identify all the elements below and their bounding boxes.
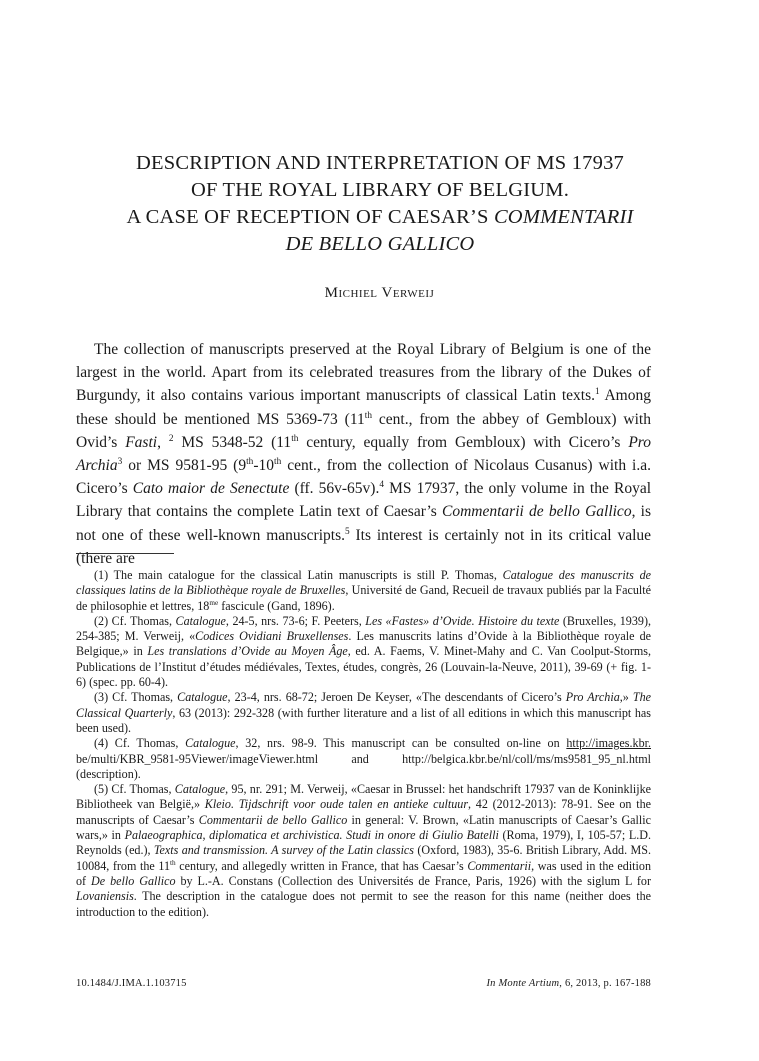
author-name: Michiel Verweij	[324, 285, 435, 301]
title-line-2: OF THE ROYAL LIBRARY OF BELGIUM.	[190, 179, 570, 201]
citation-details: , 6, 2013, p. 167-188	[559, 978, 651, 989]
footnote-1: (1) The main catalogue for the classical Latin manuscripts is still P. Thomas, Catalogue des manuscrits de classiques latins de la Bibliothèque royale de Bruxelles, Université de Gand, Recueil de travaux publiés par la Faculté de philosophie et lettres, $18^{me}$ fascicule (Gand, 1896).	[76, 568, 651, 613]
footnote-ref-4[interactable]: 4	[379, 480, 385, 491]
footnote-ref-2[interactable]: 2	[168, 433, 174, 444]
kbr-images-link[interactable]: http://images.kbr.	[566, 736, 651, 751]
footnote-4: (4) Cf. Thomas, Catalogue, 32, nrs. 98-9. This manuscript can be consulted on-line on http://images.kbr. be/multi/KBR_9581-95Viewer/imageViewer.html and http://belgica.kbr.be/nl/coll/ms/ms9581_95_nl.html (description).	[76, 736, 651, 781]
title-line-1: DESCRIPTION AND INTERPRETATION OF MS 17937	[136, 152, 624, 174]
footnotes	[76, 568, 651, 920]
body-paragraph: The collection of manuscripts preserved at the Royal Library of Belgium is one of the largest in the world. Apart from its celebrated treasures from the library of the Dukes of Burgundy, it also contains various important manuscripts of classical Latin texts.$^1$ Among these should be mentioned MS 5369-73 (11th cent., from the abbey of Gembloux) with Ovid’s Fasti, $^2$ MS 5348-52 (11th century, equally from Gembloux) with Cicero’s Pro Archia$^3$ or MS 9581-95 (9th-10th cent., from the collection of Nicolaus Cusanus) with i.a. Cicero’s Cato maior de Senectute (ff. 56v-65v).$^4$ MS 17937, the only volume in the Royal Library that contains the complete Latin text of Caesar’s Commentarii de bello Gallico, is not one of these well-known manuscripts.$^5$ Its interest is certainly not in its critical value (there are	[76, 341, 652, 567]
journal-citation	[486, 978, 651, 989]
title-line-3-italic: COMMENTARII	[493, 206, 634, 228]
doi: 10.1484/J.IMA.1.103715	[76, 978, 187, 989]
footnote-2: (2) Cf. Thomas, Catalogue, 24-5, nrs. 73-6; F. Peeters, Les «Fastes» d’Ovide. Histoire du texte (Bruxelles, 1939), 254-385; M. Verweij, «Codices Ovidiani Bruxellenses. Les manuscrits latins d’Ovide à la Bibliothèque royale de Belgique,» in Les translations d’Ovide au Moyen Âge, ed. A. Faems, V. Minet-Mahy and C. Van Coolput-Storms, Publications de l’Institut d’études médiévales, Textes, études, congrès, 26 (Louvain-la-Neuve, 2011), 39-69 (+ fig. 1-6) (spec. pp. 60-4).	[76, 613, 651, 690]
article-title	[60, 150, 700, 258]
journal-name: In Monte Artium	[486, 978, 560, 989]
footnote-5: (5) Cf. Thomas, Catalogue, 95, nr. 291; M. Verweij, «Caesar in Brussel: het handschrift 17937 van de Koninklijke Bibliotheek van België,» Kleio. Tijdschrift voor oude talen en antieke cultuur, 42 (2012-2013): 78-91. See on the manuscripts of Caesar’s Commentarii de bello Gallico in general: V. Brown, «Latin manuscripts of Caesar’s Gallic wars,» in Palaeographica, diplomatica et archivistica. Studi in onore di Giulio Batelli (Roma, 1979), I, 105-57; L.D. Reynolds (ed.), Texts and transmission. A survey of the Latin classics (Oxford, 1983), 35-6. British Library, Add. MS. 10084, from the 11th century, and allegedly written in France, that has Caesar’s Commentarii, was used in the edition of De bello Gallico by L.-A. Constans (Collection des Universités de France, Paris, 1926) with the siglum L for Lovaniensis. The description in the catalogue does not permit to see the reason for this name (neither does the introduction to the edition).	[76, 782, 651, 919]
footnote-ref-5[interactable]: 5	[344, 526, 350, 537]
title-line-3-plain: A CASE OF RECEPTION OF CAESAR’S	[126, 206, 494, 228]
title-line-3	[60, 204, 700, 231]
title-line-4	[60, 231, 700, 258]
footnote-divider	[76, 553, 174, 554]
footnote-ref-3[interactable]: 3	[117, 456, 123, 467]
title-line-4-italic: DE BELLO GALLICO	[285, 233, 475, 255]
footnote-3: (3) Cf. Thomas, Catalogue, 23-4, nrs. 68-72; Jeroen De Keyser, «The descendants of Cicero’s Pro Archia,» The Classical Quarterly, 63 (2013): 292-328 (with further literature and a list of all editions in which this manuscript has been used).	[76, 690, 652, 735]
footnote-ref-1[interactable]: 1	[594, 387, 600, 398]
